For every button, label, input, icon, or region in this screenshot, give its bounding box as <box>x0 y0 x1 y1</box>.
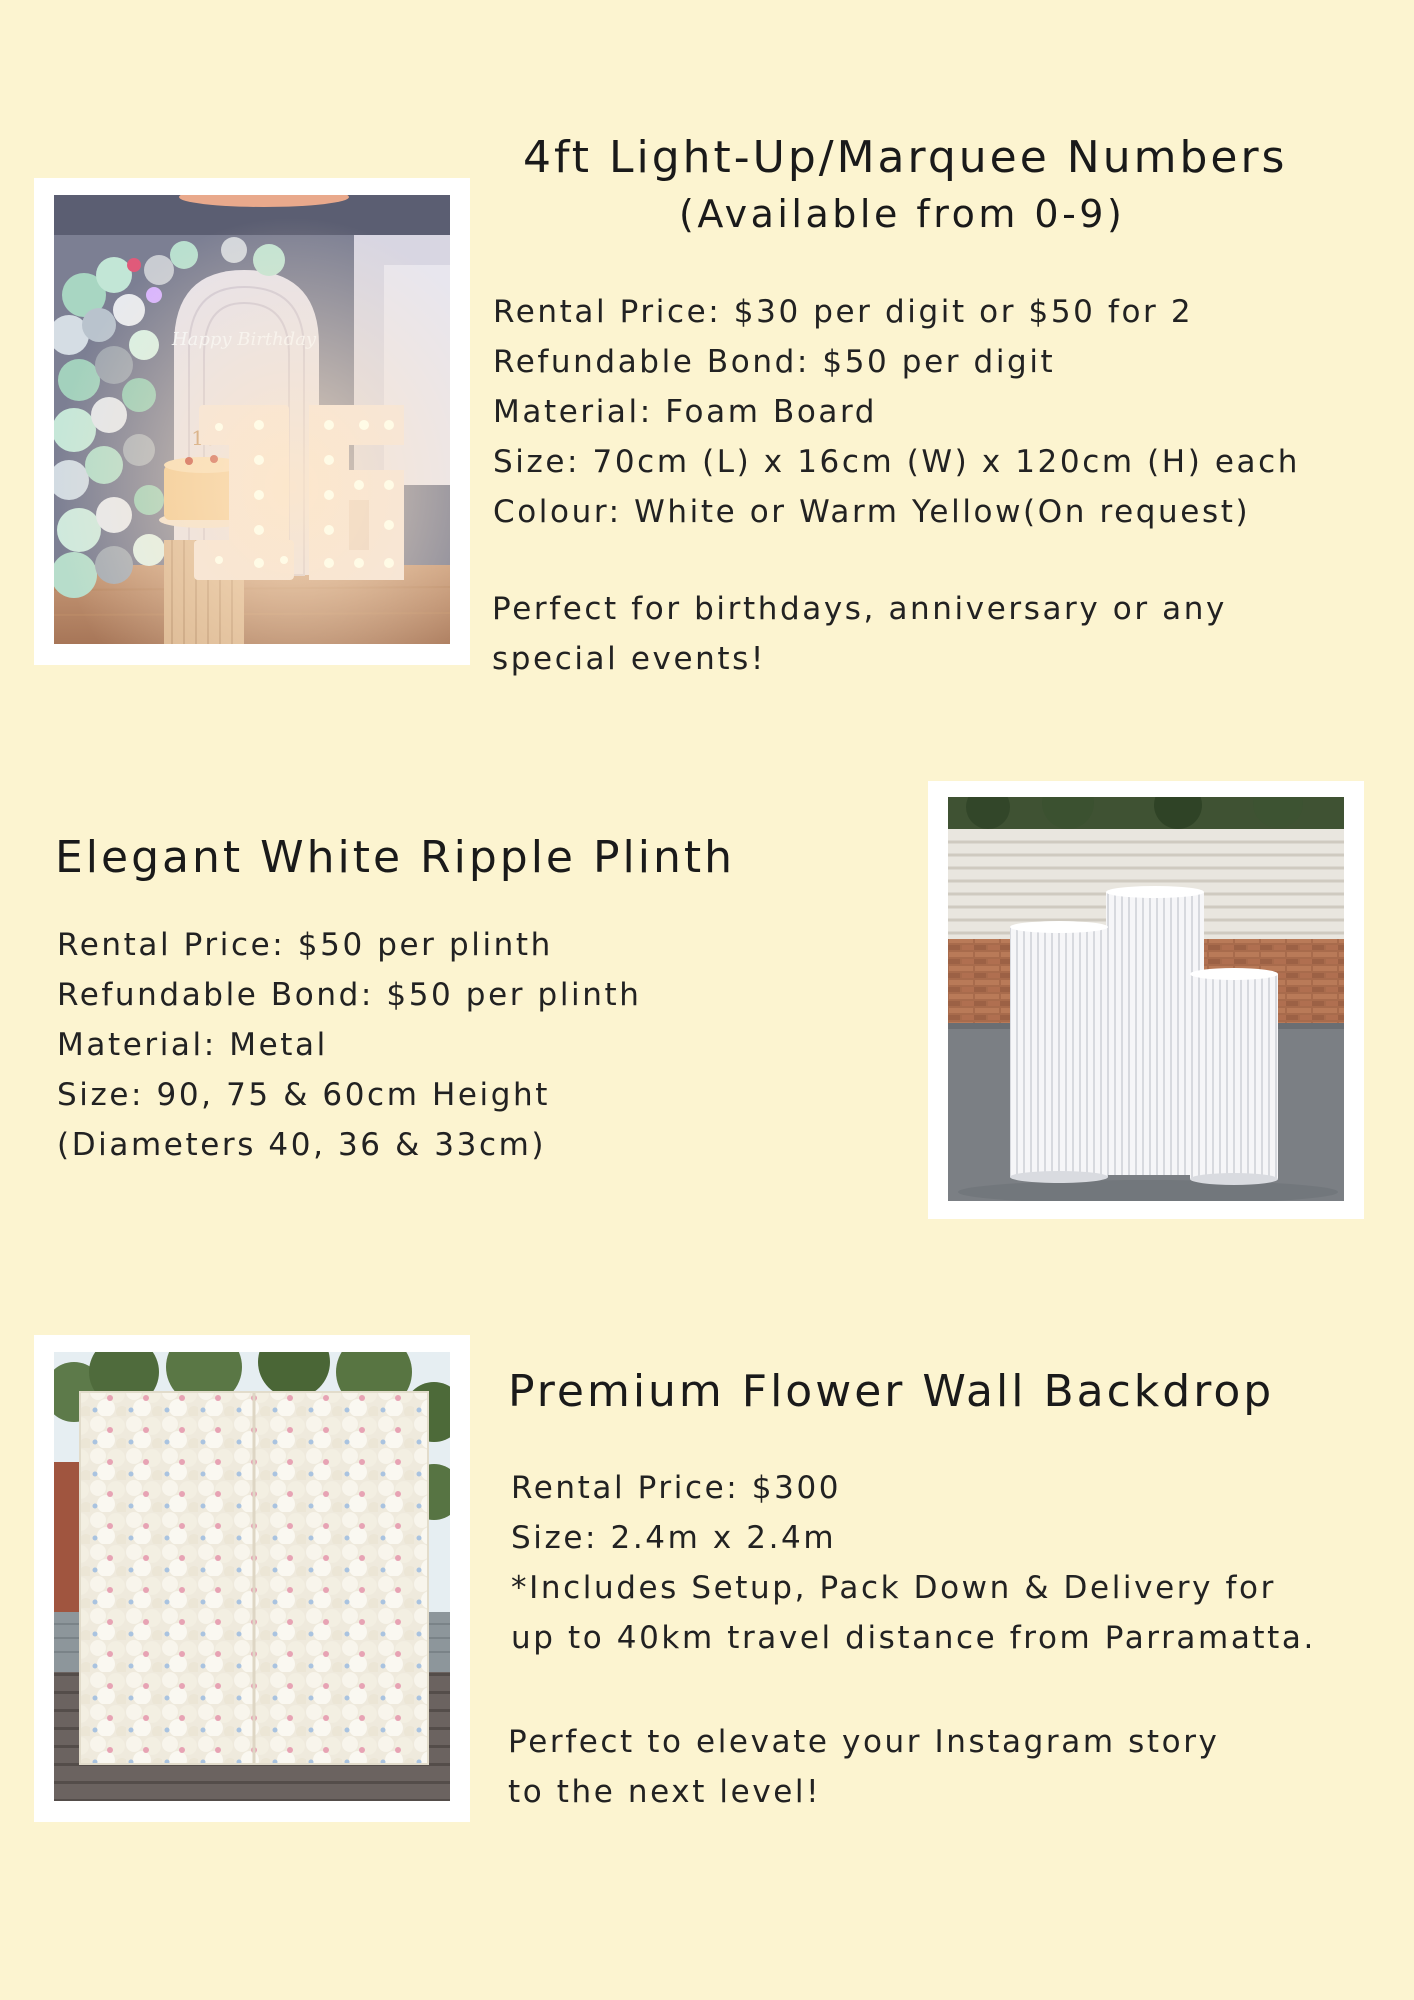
marquee-detail-size: Size: 70cm (L) x 16cm (W) x 120cm (H) each <box>493 444 1301 480</box>
marquee-subtitle: (Available from 0-9) <box>679 192 1126 236</box>
plinth-detail-bond: Refundable Bond: $50 per plinth <box>57 977 642 1013</box>
marquee-detail-bond: Refundable Bond: $50 per digit <box>493 344 1056 380</box>
flower-wall-tagline-line: to the next level! <box>508 1774 822 1810</box>
plinth-detail-material: Material: Metal <box>57 1027 328 1063</box>
flower-wall-photo <box>54 1352 450 1801</box>
marquee-numbers-photo <box>54 195 450 644</box>
marquee-tagline-line: Perfect for birthdays, anniversary or any <box>492 591 1227 627</box>
flower-wall-title: Premium Flower Wall Backdrop <box>508 1366 1275 1417</box>
marquee-tagline <box>492 584 1227 684</box>
plinth-detail-price: Rental Price: $50 per plinth <box>57 927 553 963</box>
flower-wall-detail-size: Size: 2.4m x 2.4m <box>511 1520 837 1556</box>
flower-wall-tagline <box>508 1717 1220 1817</box>
marquee-details <box>493 287 1300 537</box>
flower-wall-detail-includes: *Includes Setup, Pack Down & Delivery for <box>511 1570 1276 1606</box>
plinth-details <box>57 920 642 1170</box>
marquee-detail-price: Rental Price: $30 per digit or $50 for 2 <box>493 294 1194 330</box>
plinth-detail-size: Size: 90, 75 & 60cm Height <box>57 1077 551 1113</box>
marquee-detail-material: Material: Foam Board <box>493 394 878 430</box>
marquee-detail-colour: Colour: White or Warm Yellow(On request) <box>493 494 1251 530</box>
flower-wall-details <box>511 1463 1316 1663</box>
plinth-detail-diameters: (Diameters 40, 36 & 33cm) <box>57 1127 547 1163</box>
marquee-title: 4ft Light-Up/Marquee Numbers <box>523 132 1288 183</box>
flower-wall-detail-distance: up to 40km travel distance from Parramatta. <box>511 1620 1316 1656</box>
marquee-tagline-line: special events! <box>492 641 766 677</box>
flower-wall-tagline-line: Perfect to elevate your Instagram story <box>508 1724 1220 1760</box>
ripple-plinth-photo <box>948 797 1344 1201</box>
flower-wall-detail-price: Rental Price: $300 <box>511 1470 842 1506</box>
plinth-title: Elegant White Ripple Plinth <box>55 832 735 883</box>
